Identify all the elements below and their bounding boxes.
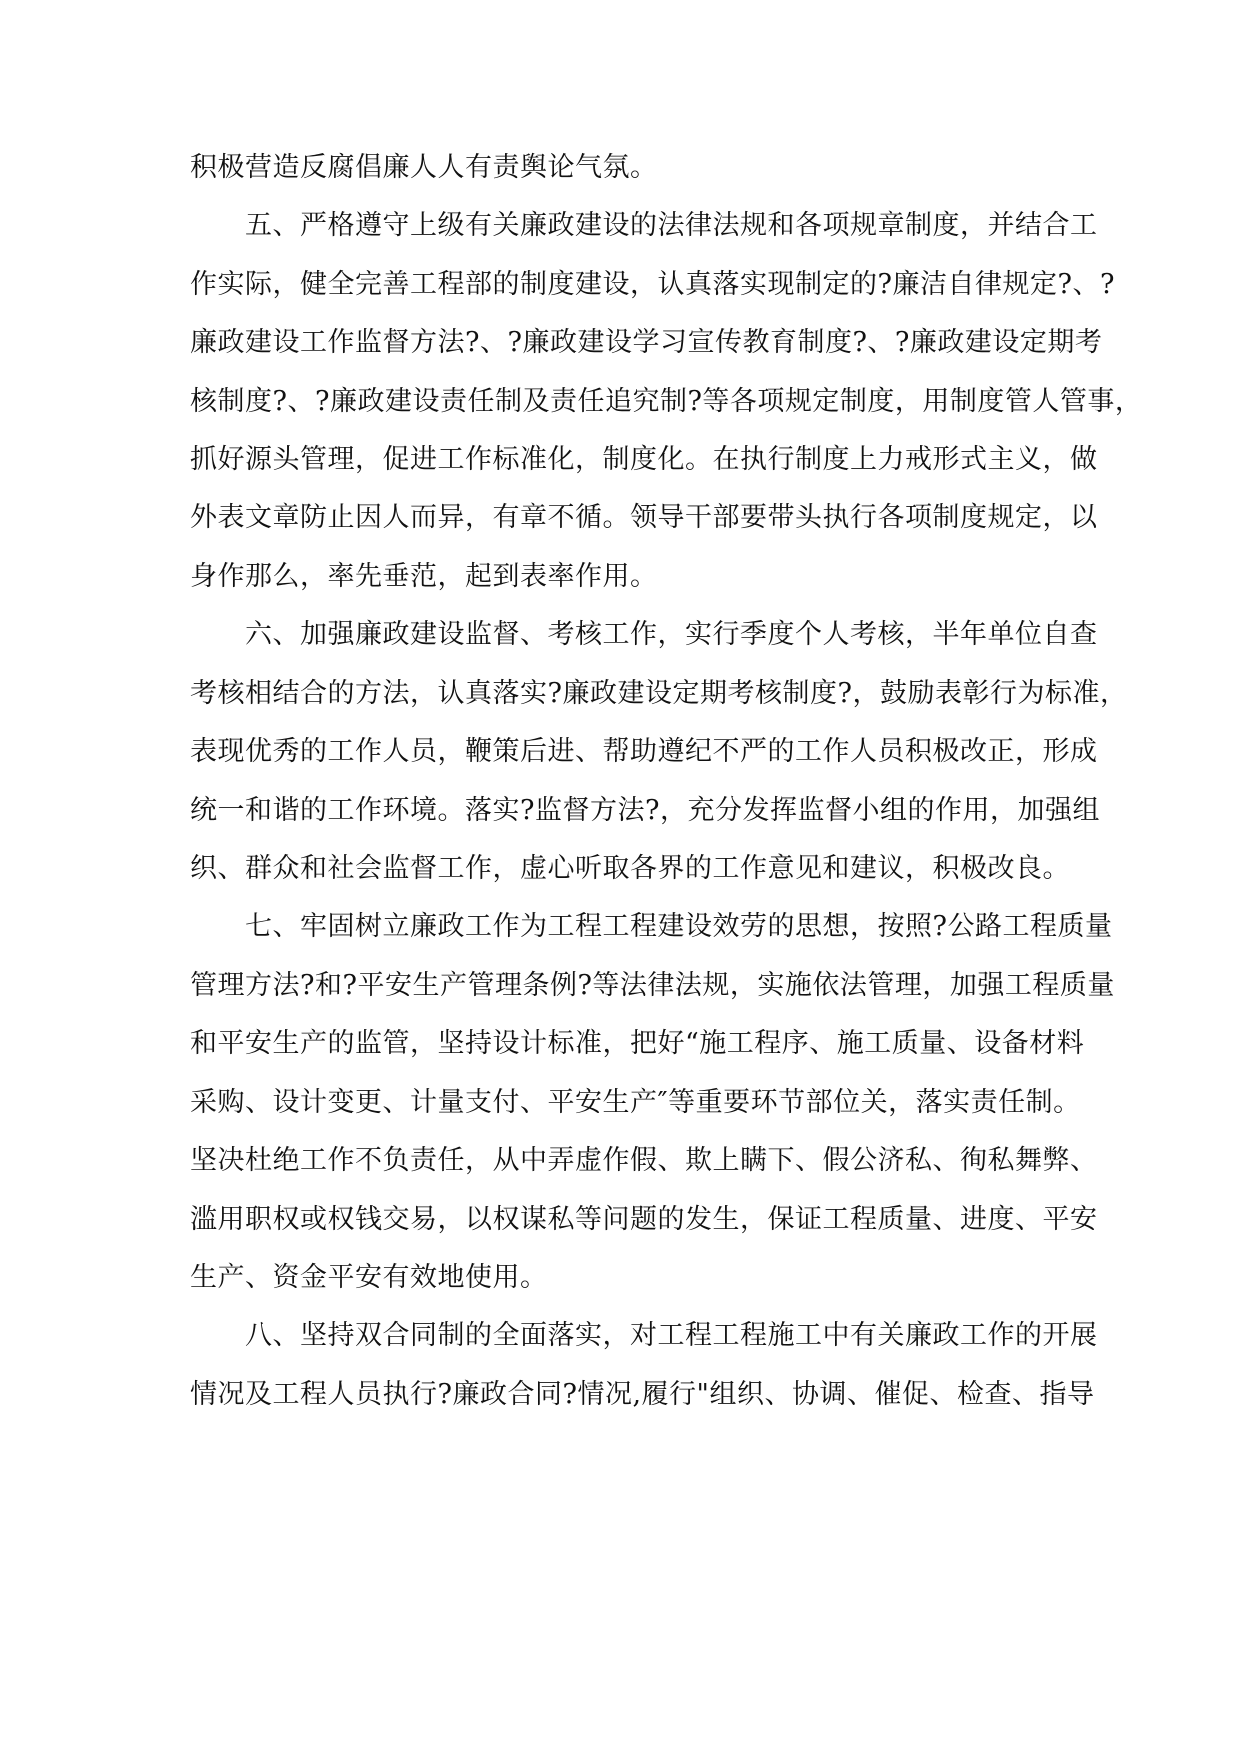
text-line: 身作那么，率先垂范，起到表率作用。 [190,561,658,592]
text-line: 滥用职权或权钱交易，以权谋私等问题的发生，保证工程质量、进度、平安 [190,1204,1098,1235]
text-line: 情况及工程人员执行?廉政合同?情况,履行"组织、协调、催促、检查、指导 [190,1379,1095,1410]
text-line: 生产、资金平安有效地使用。 [190,1262,548,1293]
paragraph-6-start: 六、加强廉政建设监督、考核工作，实行季度个人考核，半年单位自查 [245,619,1098,650]
text-line: 外表文章防止因人而异，有章不循。领导干部要带头执行各项制度规定，以 [190,502,1098,533]
text-line: 表现优秀的工作人员，鞭策后进、帮助遵纪不严的工作人员积极改正，形成 [190,736,1098,767]
text-line: 积极营造反腐倡廉人人有责舆论气氛。 [190,152,658,183]
text-line: 廉政建设工作监督方法?、?廉政建设学习宣传教育制度?、?廉政建设定期考 [190,327,1103,358]
text-line: 考核相结合的方法，认真落实?廉政建设定期考核制度?，鼓励表彰行为标准， [190,678,1128,709]
text-line: 采购、设计变更、计量支付、平安生产″等重要环节部位关，落实责任制。 [190,1087,1081,1118]
text-line: 织、群众和社会监督工作，虚心听取各界的工作意见和建议，积极改良。 [190,853,1070,884]
text-line: 统一和谐的工作环境。落实?监督方法?，充分发挥监督小组的作用，加强组 [190,795,1100,826]
text-line: 和平安生产的监管，坚持设计标准，把好“施工程序、施工质量、设备材料 [190,1028,1085,1059]
text-line: 作实际，健全完善工程部的制度建设，认真落实现制定的?廉洁自律规定?、? [190,269,1115,300]
paragraph-8-start: 八、坚持双合同制的全面落实，对工程工程施工中有关廉政工作的开展 [245,1320,1098,1351]
text-line: 管理方法?和?平安生产管理条例?等法律法规，实施依法管理，加强工程质量 [190,970,1115,1001]
text-line: 坚决杜绝工作不负责任，从中弄虚作假、欺上瞒下、假公济私、徇私舞弊、 [190,1145,1098,1176]
text-line: 抓好源头管理，促进工作标准化，制度化。在执行制度上力戒形式主义，做 [190,444,1098,475]
paragraph-7-start: 七、牢固树立廉政工作为工程工程建设效劳的思想，按照?公路工程质量 [245,911,1113,942]
paragraph-5-start: 五、严格遵守上级有关廉政建设的法律法规和各项规章制度，并结合工 [245,210,1098,241]
text-line: 核制度?、?廉政建设责任制及责任追究制?等各项规定制度，用制度管人管事， [190,386,1143,417]
